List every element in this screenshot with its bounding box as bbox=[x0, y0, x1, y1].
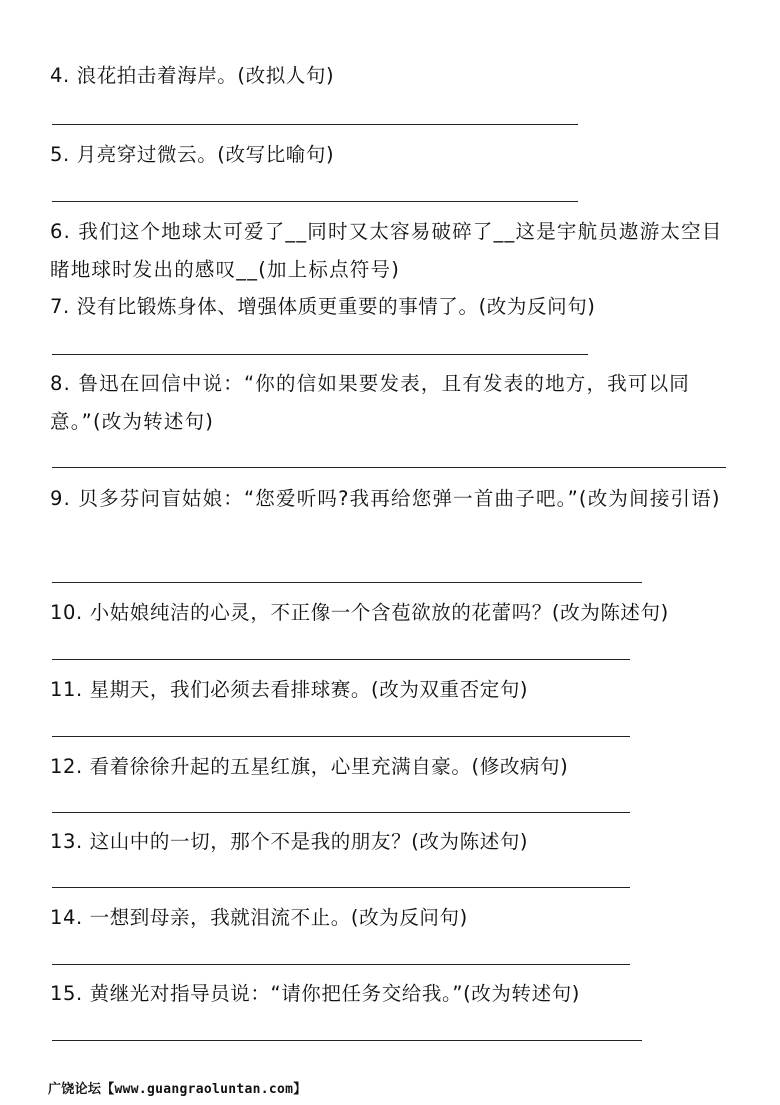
answer-line-14 bbox=[52, 964, 630, 965]
question-8: 8. 鲁迅在回信中说：“你的信如果要发表，且有发表的地方，我可以同意。”(改为转述句) bbox=[50, 372, 691, 433]
answer-line-13 bbox=[52, 887, 630, 888]
answer-line-12 bbox=[52, 812, 630, 813]
question-6: 6. 我们这个地球太可爱了__同时又太容易破碎了__这是宇航员遨游太空目睹地球时发出的感叹__(加上标点符号) bbox=[50, 220, 723, 281]
question-4: 4. 浪花拍击着海岸。(改拟人句) bbox=[50, 64, 335, 87]
question-13: 13. 这山中的一切，那个不是我的朋友？(改为陈述句) bbox=[50, 830, 529, 853]
question-5: 5. 月亮穿过微云。(改写比喻句) bbox=[50, 143, 335, 166]
answer-line-9 bbox=[52, 582, 642, 583]
question-14: 14. 一想到母亲，我就泪流不止。(改为反问句) bbox=[50, 906, 468, 929]
answer-line-5 bbox=[52, 201, 578, 202]
question-11: 11. 星期天，我们必须去看排球赛。(改为双重否定句) bbox=[50, 678, 529, 701]
answer-line-8 bbox=[52, 467, 726, 468]
answer-line-11 bbox=[52, 736, 630, 737]
question-7: 7. 没有比锻炼身体、增强体质更重要的事情了。(改为反问句) bbox=[50, 295, 596, 318]
question-9: 9. 贝多芬问盲姑娘：“您爱听吗?我再给您弹一首曲子吧。”(改为间接引语) bbox=[50, 487, 721, 510]
answer-line-10 bbox=[52, 659, 630, 660]
question-10: 10. 小姑娘纯洁的心灵，不正像一个含苞欲放的花蕾吗？(改为陈述句) bbox=[50, 601, 669, 624]
footer-source: 广饶论坛【www.guangraoluntan.com】 bbox=[48, 1082, 307, 1097]
answer-line-7 bbox=[52, 354, 588, 355]
answer-line-4 bbox=[52, 124, 578, 125]
question-12: 12. 看着徐徐升起的五星红旗，心里充满自豪。(修改病句) bbox=[50, 755, 569, 778]
question-15: 15. 黄继光对指导员说：“请你把任务交给我。”(改为转述句) bbox=[50, 982, 580, 1005]
answer-line-15 bbox=[52, 1040, 642, 1041]
